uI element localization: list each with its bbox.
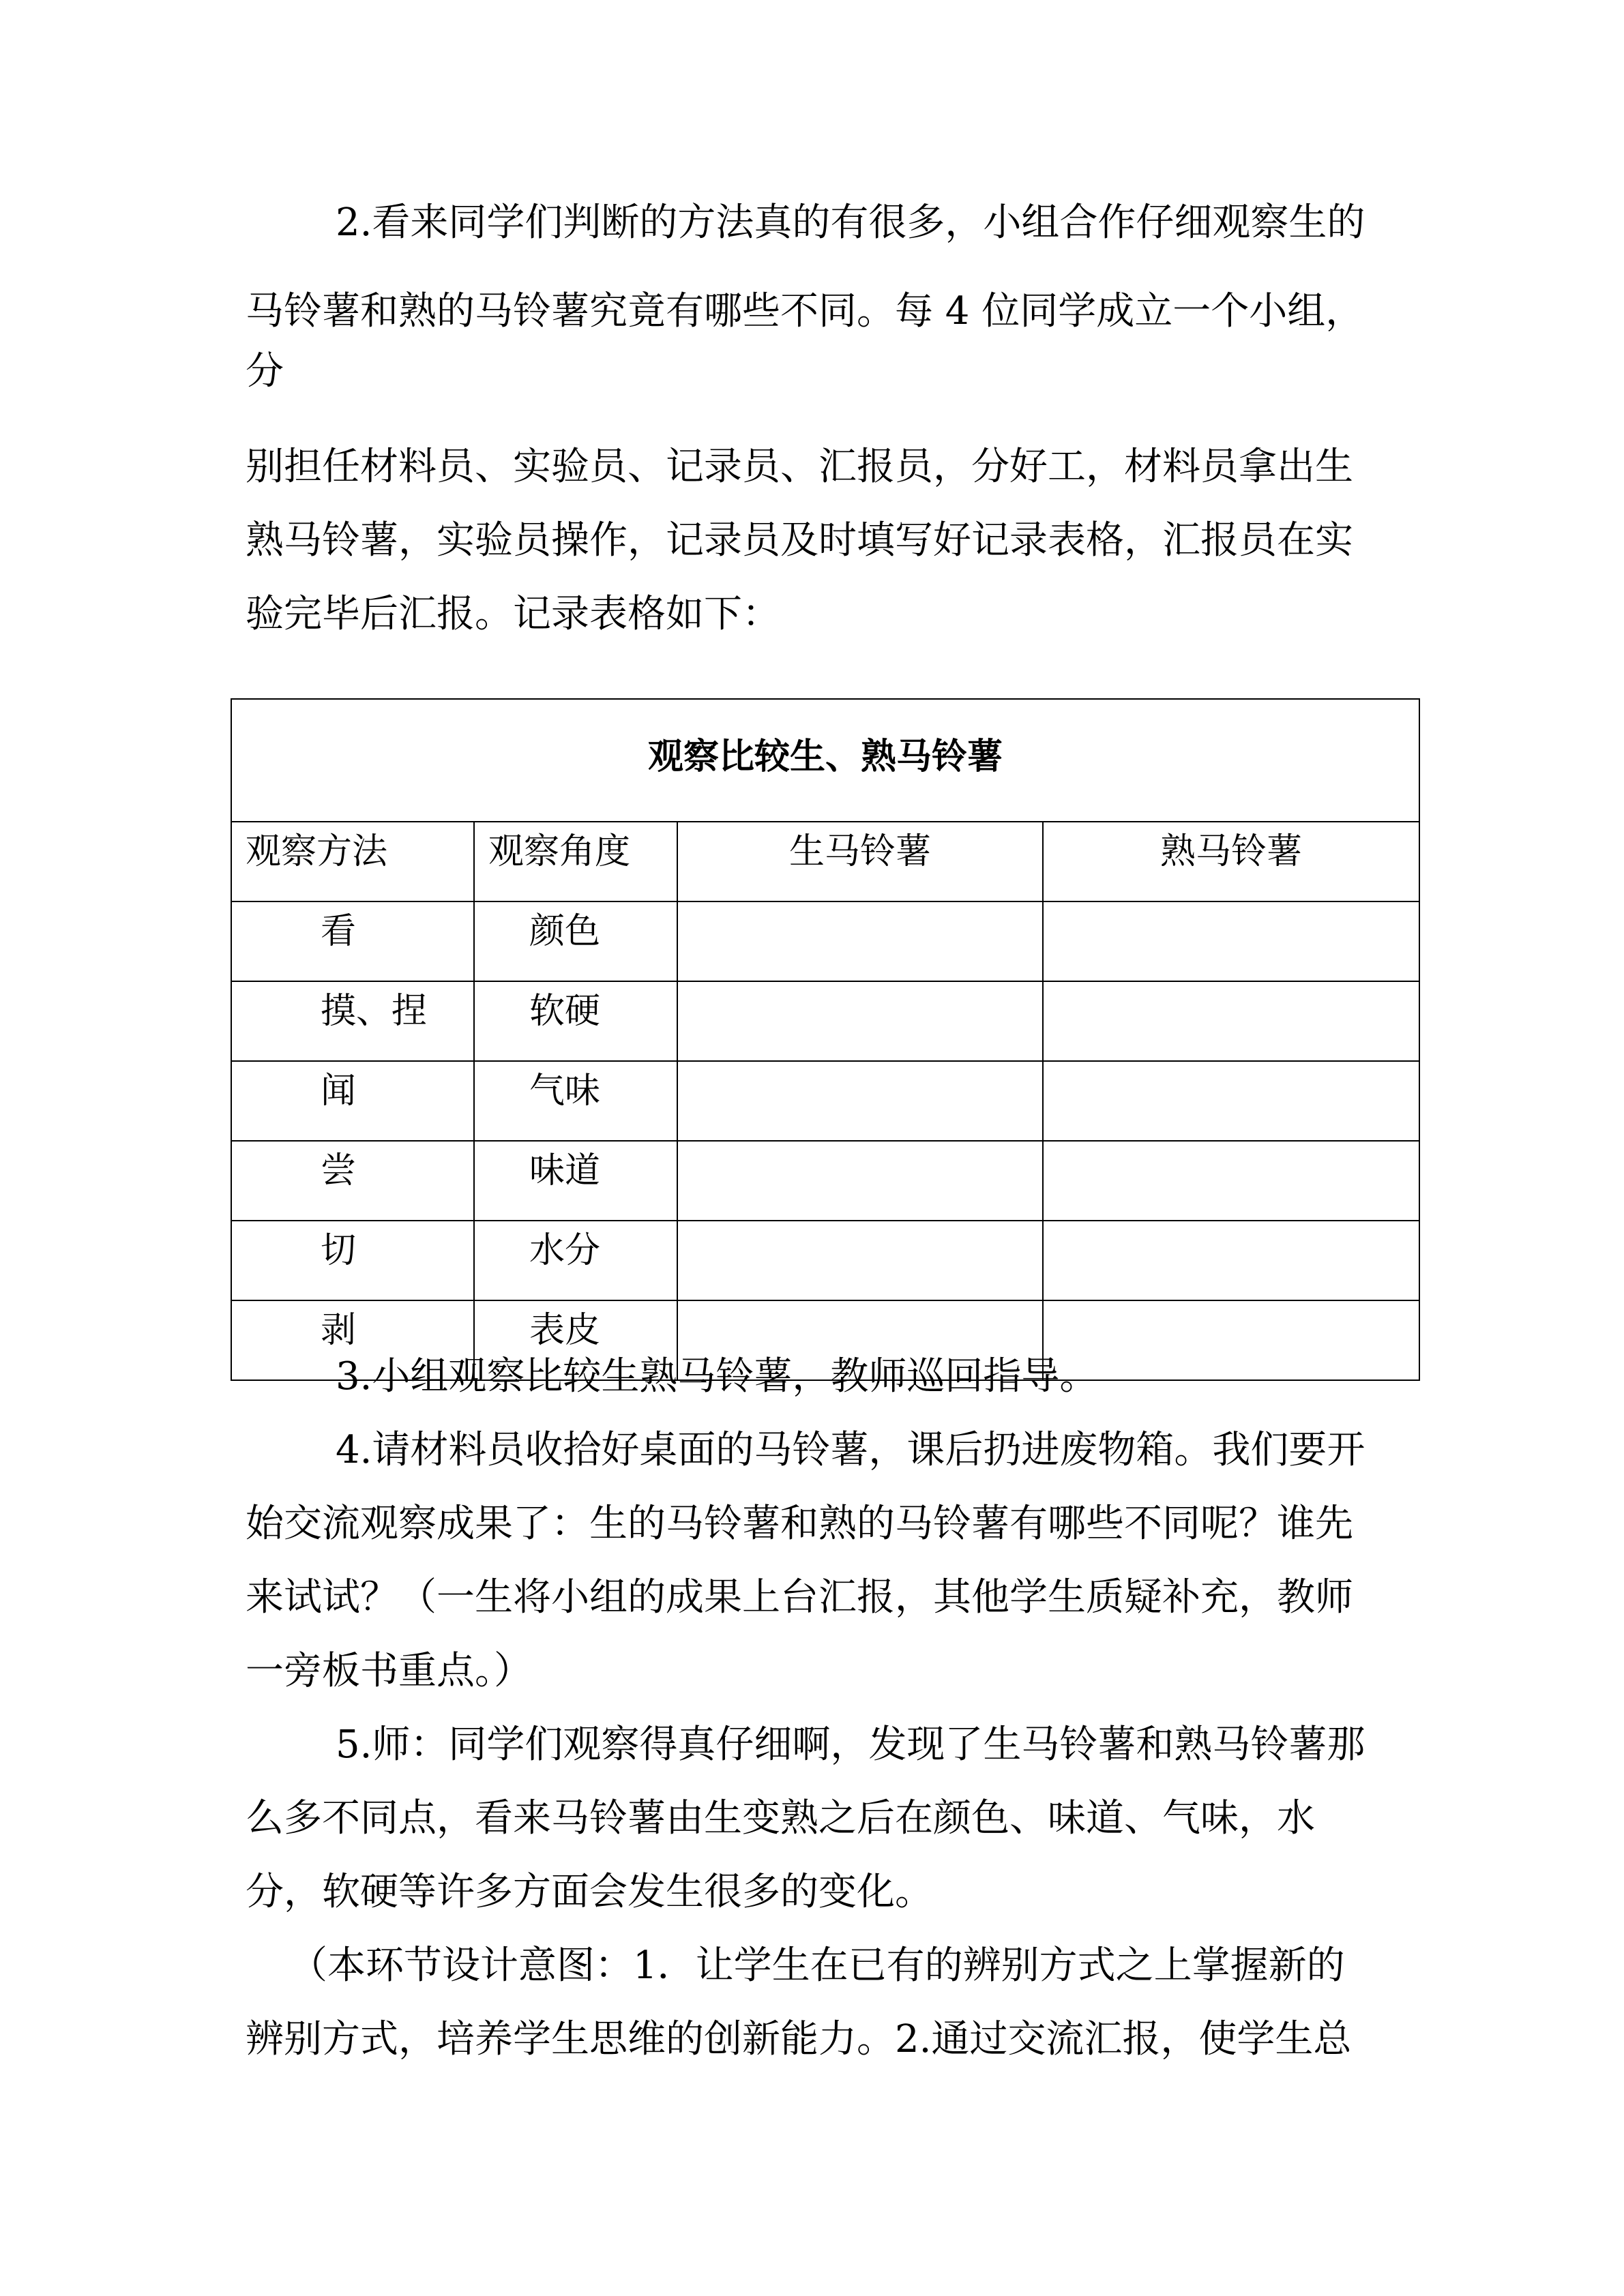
table-row — [231, 1061, 1419, 1141]
row-method: 摸、捏 — [231, 981, 474, 1061]
table-row — [231, 1221, 1419, 1300]
intro-line-5: 熟马铃薯，实验员操作，记录员及时填写好记录表格，汇报员在实 — [246, 518, 1353, 563]
row-raw-cell — [677, 981, 1043, 1061]
step-4-line-2: 始交流观察成果了：生的马铃薯和熟的马铃薯有哪些不同呢？谁先 — [246, 1502, 1353, 1546]
step-5-line-2: 么多不同点，看来马铃薯由生变熟之后在颜色、味道、气味，水 — [246, 1796, 1315, 1840]
table-row — [231, 1141, 1419, 1221]
row-cooked-cell — [1043, 1141, 1419, 1221]
row-cooked-cell — [1043, 981, 1419, 1061]
row-raw-cell — [677, 901, 1043, 981]
row-aspect: 颜色 — [474, 901, 677, 981]
row-cooked-cell — [1043, 1300, 1419, 1380]
intro-line-3: 分 — [246, 349, 284, 393]
row-method: 闻 — [231, 1061, 474, 1141]
row-method: 剥 — [231, 1300, 474, 1380]
row-cooked-cell — [1043, 1221, 1419, 1300]
step-4-line-3: 来试试？（一生将小组的成果上台汇报，其他学生质疑补充，教师 — [246, 1575, 1353, 1620]
step-5-line-3: 分，软硬等许多方面会发生很多的变化。 — [246, 1870, 933, 1914]
intro-line-1: 2.看来同学们判断的方法真的有很多，小组合作仔细观察生的 — [336, 200, 1365, 245]
step-5-line-1: 5.师：同学们观察得真仔细啊，发现了生马铃薯和熟马铃薯那 — [336, 1723, 1365, 1767]
row-cooked-cell — [1043, 1061, 1419, 1141]
step-4-line-4: 一旁板书重点。） — [246, 1649, 532, 1693]
row-raw-cell — [677, 1061, 1043, 1141]
row-raw-cell — [677, 1141, 1043, 1221]
intro-line-4: 别担任材料员、实验员、记录员、汇报员，分好工，材料员拿出生 — [246, 445, 1353, 489]
row-aspect: 表皮 — [474, 1300, 677, 1380]
header-method: 观察方法 — [231, 822, 474, 901]
row-aspect: 水分 — [474, 1221, 677, 1300]
row-method: 尝 — [231, 1141, 474, 1221]
design-note-line-1: （本环节设计意图：1．让学生在已有的辨别方式之上掌握新的 — [289, 1943, 1345, 1988]
header-raw: 生马铃薯 — [677, 822, 1043, 901]
header-cooked: 熟马铃薯 — [1043, 822, 1419, 901]
row-aspect: 味道 — [474, 1141, 677, 1221]
table-row — [231, 901, 1419, 981]
table-row — [231, 981, 1419, 1061]
design-note-line-2: 辨别方式，培养学生思维的创新能力。2.通过交流汇报，使学生总 — [246, 2017, 1352, 2061]
row-aspect: 软硬 — [474, 981, 677, 1061]
step-3: 3.小组观察比较生熟马铃薯，教师巡回指导。 — [336, 1354, 1098, 1399]
row-aspect: 气味 — [474, 1061, 677, 1141]
table-header-row — [231, 822, 1419, 901]
table-title-row — [231, 699, 1419, 822]
row-raw-cell — [677, 1221, 1043, 1300]
intro-line-2: 马铃薯和熟的马铃薯究竟有哪些不同。每 4 位同学成立一个小组， — [246, 289, 1364, 333]
intro-line-6: 验完毕后汇报。记录表格如下： — [246, 592, 780, 636]
row-cooked-cell — [1043, 901, 1419, 981]
observation-table — [231, 698, 1420, 1381]
header-aspect: 观察角度 — [474, 822, 677, 901]
row-method: 切 — [231, 1221, 474, 1300]
table-title: 观察比较生、熟马铃薯 — [231, 699, 1419, 822]
step-4-line-1: 4.请材料员收拾好桌面的马铃薯，课后扔进废物箱。我们要开 — [336, 1428, 1365, 1472]
row-method: 看 — [231, 901, 474, 981]
